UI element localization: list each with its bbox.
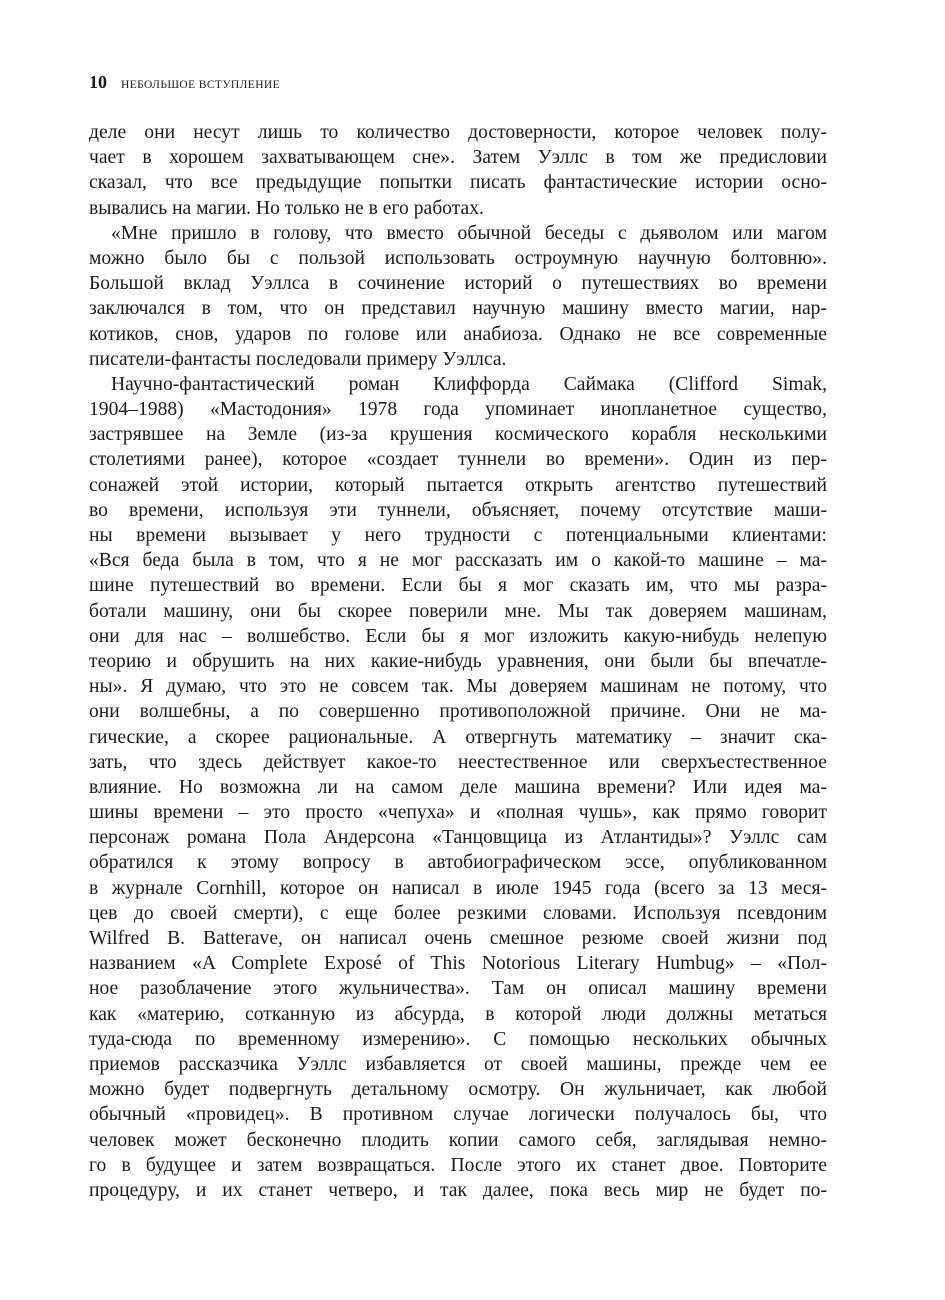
text-line: они волшебны, а по совершенно противоположной причине. Они не ма-: [89, 701, 827, 723]
text-line: шины времени – это просто «чепуха» и «полная чушь», как прямо говорит: [89, 802, 827, 824]
text-line: сонажей этой истории, который пытается открыть агентство путешествий: [89, 474, 827, 496]
text-line: гические, а скорее рациональные. А отвергнуть математику – значит ска-: [89, 726, 827, 748]
text-line: ны времени вызывает у него трудности с потенциальными клиентами:: [89, 525, 827, 546]
section-title: НЕБОЛЬШОЕ ВСТУПЛЕНИЕ: [121, 79, 281, 91]
text-line: ное разоблачение этого жульничества». Там он описал машину времени: [89, 978, 827, 1000]
text-line: приемов рассказчика Уэллс избавляется от своей машины, прежде чем ее: [89, 1053, 827, 1075]
text-line: сказал, что все предыдущие попытки писать фантастические истории осно-: [89, 172, 827, 194]
text-line: ботали машину, они бы скорее поверили мне. Мы так доверяем машинам,: [89, 600, 827, 622]
text-line: процедуру, и их станет четверо, и так далее, пока весь мир не будет по-: [89, 1179, 827, 1201]
text-line: Научно-фантастический роман Клиффорда Саймака (Clifford Simak,: [111, 373, 827, 395]
text-line: вывались на магии. Но только не в его работах.: [89, 197, 484, 219]
text-line: как «материю, сотканную из абсурда, в которой люди должны метаться: [89, 1003, 827, 1025]
page-number: 10: [89, 72, 107, 92]
text-line: «Вся беда была в том, что я не мог рассказать им о какой-то машине – ма-: [89, 550, 827, 572]
text-line: во времени, используя эти туннели, объясняет, почему отсутствие маши-: [89, 499, 827, 521]
text-line: персонаж романа Пола Андерсона «Танцовщица из Атлантиды»? Уэллс сам: [89, 827, 827, 849]
text-line: Wilfred B. Batterave, он написал очень смешное резюме своей жизни под: [89, 928, 827, 949]
text-line: деле они несут лишь то количество достоверности, которое человек полу-: [89, 122, 827, 143]
text-line: можно было бы с пользой использовать остроумную научную болтовню».: [89, 247, 827, 269]
text-line: чает в хорошем захватывающем сне». Затем Уэллс в том же предисловии: [89, 147, 827, 169]
text-line: Большой вклад Уэллса в сочинение историй о путешествиях во времени: [89, 273, 827, 295]
text-line: туда-сюда по временному измерению». С помощью нескольких обычных: [89, 1028, 827, 1050]
text-line: цев до своей смерти), с еще более резкими словами. Используя псевдоним: [89, 902, 827, 924]
text-line: шине путешествий во времени. Если бы я мог сказать им, что мы разра-: [89, 575, 827, 597]
text-line: можно будет подвергнуть детальному осмотру. Он жульничает, как любой: [89, 1079, 827, 1101]
text-line: названием «A Complete Exposé of This Notorious Literary Humbug» – «Пол-: [89, 953, 827, 975]
text-line: «Мне пришло в голову, что вместо обычной беседы с дьяволом или магом: [111, 222, 827, 244]
text-line: столетиями ранее), которое «создает туннели во времени». Один из пер-: [89, 449, 827, 471]
text-line: писатели-фантасты последовали примеру Уэллса.: [89, 348, 507, 370]
text-line: обычный «провидец». В противном случае логически получалось бы, что: [89, 1104, 827, 1126]
running-header: [89, 72, 827, 102]
text-line: 1904–1988) «Мастодония» 1978 года упоминает инопланетное существо,: [89, 399, 827, 421]
text-line: в журнале Cornhill, которое он написал в июле 1945 года (всего за 13 меся-: [89, 877, 827, 899]
text-line: влияние. Но возможна ли на самом деле машина времени? Или идея ма-: [89, 776, 827, 798]
text-line: котиков, снов, ударов по голове или анабиоза. Однако не все современные: [89, 323, 827, 345]
text-line: обратился к этому вопросу в автобиографическом эссе, опубликованном: [89, 852, 827, 874]
text-line: человек может бесконечно плодить копии самого себя, заглядывая немно-: [89, 1129, 827, 1151]
text-line: теорию и обрушить на них какие-нибудь уравнения, они были бы впечатле-: [89, 650, 827, 672]
text-line: они для нас – волшебство. Если бы я мог изложить какую-нибудь нелепую: [89, 625, 827, 647]
text-line: го в будущее и затем возвращаться. После этого их станет двое. Повторите: [89, 1154, 827, 1176]
text-line: застрявшее на Земле (из-за крушения космического корабля несколькими: [89, 424, 827, 446]
text-line: зать, что здесь действует какое-то неестественное или сверхъестественное: [89, 751, 827, 773]
body-text: [89, 120, 827, 1203]
text-line: заключался в том, что он представил научную машину вместо магии, нар-: [89, 298, 827, 320]
text-line: ны». Я думаю, что это не совсем так. Мы доверяем машинам не потому, что: [89, 676, 827, 698]
book-page: [89, 72, 827, 1203]
